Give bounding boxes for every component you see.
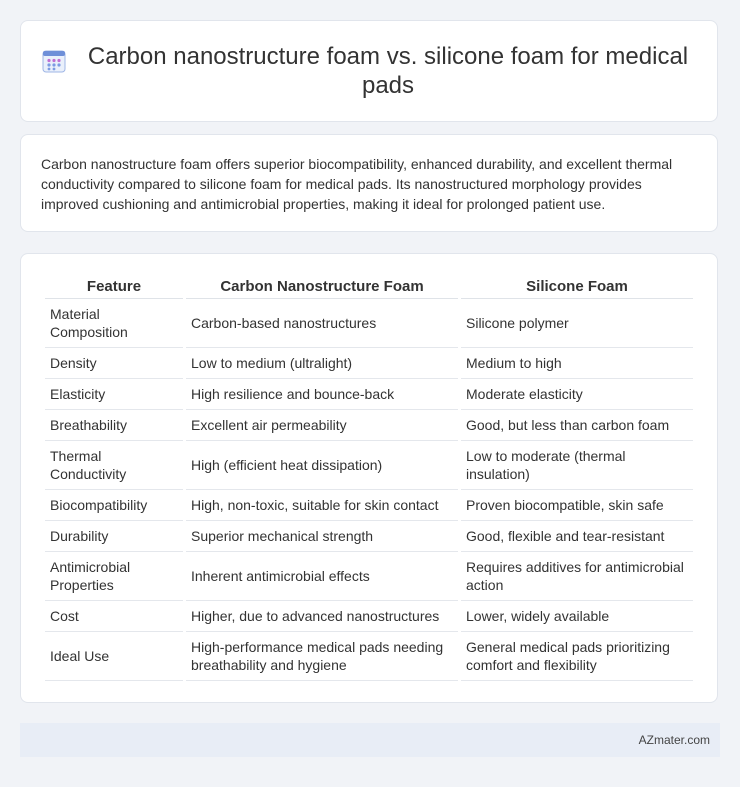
row-silicone-value: Requires additives for antimicrobial action — [461, 552, 693, 601]
header-carbon-foam: Carbon Nanostructure Foam — [186, 274, 458, 299]
row-carbon-value: Inherent antimicrobial effects — [186, 552, 458, 601]
row-carbon-value: High, non-toxic, suitable for skin contact — [186, 490, 458, 521]
table-row — [45, 632, 693, 681]
header-feature: Feature — [45, 274, 183, 299]
row-silicone-value: Moderate elasticity — [461, 379, 693, 410]
title-wrap — [41, 42, 697, 100]
table-row — [45, 441, 693, 490]
row-feature: Ideal Use — [45, 632, 183, 681]
table-row — [45, 379, 693, 410]
table-row — [45, 348, 693, 379]
summary-card — [20, 134, 718, 232]
comparison-table-card — [20, 253, 718, 703]
table-row — [45, 490, 693, 521]
table-row — [45, 601, 693, 632]
row-feature: Durability — [45, 521, 183, 552]
row-carbon-value: Superior mechanical strength — [186, 521, 458, 552]
row-feature: Antimicrobial Properties — [45, 552, 183, 601]
header-silicone-foam: Silicone Foam — [461, 274, 693, 299]
row-feature: Density — [45, 348, 183, 379]
footer-site-link[interactable]: AZmater.com — [638, 733, 710, 747]
row-silicone-value: Medium to high — [461, 348, 693, 379]
table-row — [45, 521, 693, 552]
row-feature: Cost — [45, 601, 183, 632]
summary-text: Carbon nanostructure foam offers superior biocompatibility, enhanced durability, and excellent thermal conductivity compared to silicone foam for medical pads. Its nanostructured morphology provides improved cushioning and antimicrobial properties, making it ideal for prolonged patient use. — [41, 156, 673, 212]
row-silicone-value: Good, but less than carbon foam — [461, 410, 693, 441]
table-row — [45, 410, 693, 441]
row-carbon-value: Excellent air permeability — [186, 410, 458, 441]
row-carbon-value: High (efficient heat dissipation) — [186, 441, 458, 490]
row-carbon-value: Carbon-based nanostructures — [186, 299, 458, 348]
row-feature: Thermal Conductivity — [45, 441, 183, 490]
page-title: Carbon nanostructure foam vs. silicone foam for medical pads — [87, 43, 689, 99]
row-silicone-value: General medical pads prioritizing comfort and flexibility — [461, 632, 693, 681]
row-silicone-value: Low to moderate (thermal insulation) — [461, 441, 693, 490]
calendar-grid-icon — [41, 48, 67, 74]
row-feature: Material Composition — [45, 299, 183, 348]
footer-bar — [20, 723, 720, 757]
row-silicone-value: Good, flexible and tear-resistant — [461, 521, 693, 552]
table-header-row — [45, 274, 693, 299]
row-carbon-value: High resilience and bounce-back — [186, 379, 458, 410]
row-carbon-value: Higher, due to advanced nanostructures — [186, 601, 458, 632]
row-carbon-value: High-performance medical pads needing breathability and hygiene — [186, 632, 458, 681]
row-silicone-value: Lower, widely available — [461, 601, 693, 632]
row-feature: Biocompatibility — [45, 490, 183, 521]
table-row — [45, 552, 693, 601]
comparison-table — [42, 274, 696, 681]
row-silicone-value: Silicone polymer — [461, 299, 693, 348]
title-card — [20, 20, 718, 122]
row-silicone-value: Proven biocompatible, skin safe — [461, 490, 693, 521]
row-feature: Elasticity — [45, 379, 183, 410]
row-carbon-value: Low to medium (ultralight) — [186, 348, 458, 379]
table-row — [45, 299, 693, 348]
row-feature: Breathability — [45, 410, 183, 441]
